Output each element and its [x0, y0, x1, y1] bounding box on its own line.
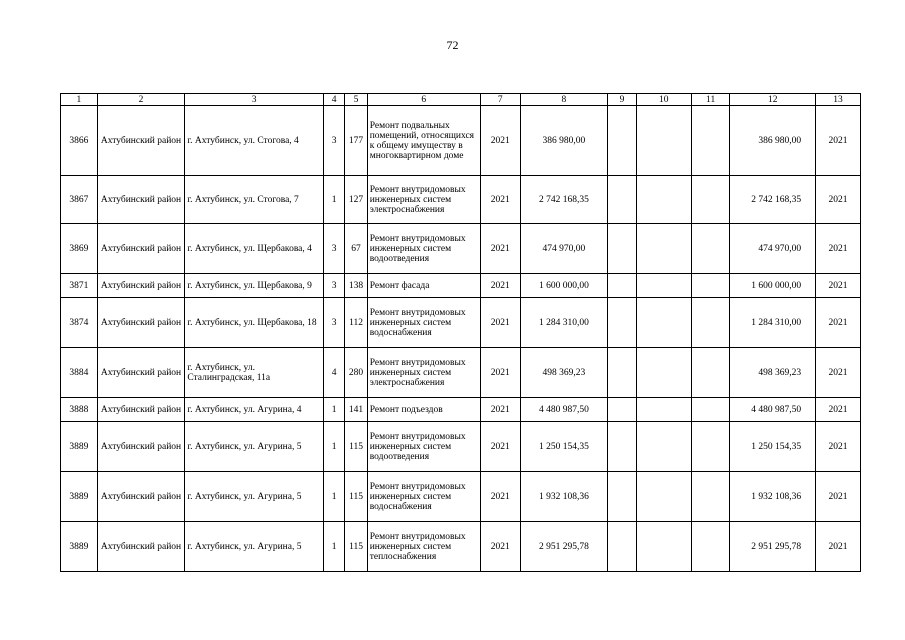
- work-type-cell: Ремонт подвальных помещений, относящихся к общему имуществу в многоквартирном доме: [367, 106, 480, 176]
- year-cell: 2021: [480, 176, 520, 224]
- empty-cell: [691, 472, 730, 522]
- empty-cell: [636, 176, 691, 224]
- header-cell: 11: [691, 94, 730, 106]
- district-cell: Ахтубинский район: [97, 472, 185, 522]
- empty-cell: [691, 274, 730, 298]
- empty-cell: [636, 274, 691, 298]
- empty-cell: [608, 274, 637, 298]
- table-row: [61, 224, 861, 274]
- floors-cell: 3: [323, 298, 344, 348]
- row-number-cell: 3889: [61, 522, 98, 572]
- table-body: [61, 106, 861, 572]
- apartments-cell: 115: [345, 522, 367, 572]
- table-row: [61, 522, 861, 572]
- row-number-cell: 3889: [61, 422, 98, 472]
- work-type-cell: Ремонт внутридомовых инженерных систем водоснабжения: [367, 298, 480, 348]
- address-cell: г. Ахтубинск, ул. Агурина, 5: [185, 422, 324, 472]
- empty-cell: [608, 422, 637, 472]
- empty-cell: [608, 298, 637, 348]
- year-cell: 2021: [480, 422, 520, 472]
- apartments-cell: 115: [345, 472, 367, 522]
- year-cell: 2021: [480, 298, 520, 348]
- row-number-cell: 3884: [61, 348, 98, 398]
- empty-cell: [691, 106, 730, 176]
- header-cell: 1: [61, 94, 98, 106]
- header-cell: 8: [520, 94, 608, 106]
- empty-cell: [636, 398, 691, 422]
- floors-cell: 1: [323, 176, 344, 224]
- table-row: [61, 398, 861, 422]
- address-cell: г. Ахтубинск, ул. Щербакова, 9: [185, 274, 324, 298]
- empty-cell: [691, 348, 730, 398]
- district-cell: Ахтубинский район: [97, 298, 185, 348]
- empty-cell: [691, 422, 730, 472]
- work-type-cell: Ремонт подъездов: [367, 398, 480, 422]
- total-cost-cell: 1 284 310,00: [730, 298, 816, 348]
- floors-cell: 1: [323, 398, 344, 422]
- empty-cell: [636, 348, 691, 398]
- empty-cell: [636, 522, 691, 572]
- table-row: [61, 472, 861, 522]
- total-cost-cell: 2 742 168,35: [730, 176, 816, 224]
- row-number-cell: 3867: [61, 176, 98, 224]
- floors-cell: 3: [323, 224, 344, 274]
- address-cell: г. Ахтубинск, ул. Агурина, 4: [185, 398, 324, 422]
- header-cell: 6: [367, 94, 480, 106]
- start-year-cell: 2021: [816, 298, 861, 348]
- empty-cell: [608, 472, 637, 522]
- header-cell: 12: [730, 94, 816, 106]
- district-cell: Ахтубинский район: [97, 398, 185, 422]
- table-row: [61, 348, 861, 398]
- floors-cell: 1: [323, 522, 344, 572]
- cost-cell: 1 600 000,00: [520, 274, 608, 298]
- address-cell: г. Ахтубинск, ул. Агурина, 5: [185, 472, 324, 522]
- apartments-cell: 138: [345, 274, 367, 298]
- empty-cell: [608, 522, 637, 572]
- empty-cell: [691, 176, 730, 224]
- start-year-cell: 2021: [816, 106, 861, 176]
- total-cost-cell: 386 980,00: [730, 106, 816, 176]
- empty-cell: [636, 106, 691, 176]
- address-cell: г. Ахтубинск, ул. Стогова, 7: [185, 176, 324, 224]
- year-cell: 2021: [480, 274, 520, 298]
- empty-cell: [636, 472, 691, 522]
- row-number-cell: 3888: [61, 398, 98, 422]
- district-cell: Ахтубинский район: [97, 224, 185, 274]
- year-cell: 2021: [480, 522, 520, 572]
- row-number-cell: 3866: [61, 106, 98, 176]
- header-cell: 7: [480, 94, 520, 106]
- header-cell: 4: [323, 94, 344, 106]
- work-type-cell: Ремонт внутридомовых инженерных систем водоотведения: [367, 224, 480, 274]
- district-cell: Ахтубинский район: [97, 106, 185, 176]
- table-row: [61, 422, 861, 472]
- address-cell: г. Ахтубинск, ул. Сталинградская, 11а: [185, 348, 324, 398]
- start-year-cell: 2021: [816, 522, 861, 572]
- start-year-cell: 2021: [816, 422, 861, 472]
- empty-cell: [636, 422, 691, 472]
- table-row: [61, 106, 861, 176]
- header-cell: 9: [608, 94, 637, 106]
- cost-cell: 4 480 987,50: [520, 398, 608, 422]
- empty-cell: [691, 298, 730, 348]
- work-type-cell: Ремонт фасада: [367, 274, 480, 298]
- total-cost-cell: 2 951 295,78: [730, 522, 816, 572]
- row-number-cell: 3869: [61, 224, 98, 274]
- header-cell: 10: [636, 94, 691, 106]
- start-year-cell: 2021: [816, 472, 861, 522]
- year-cell: 2021: [480, 398, 520, 422]
- apartments-cell: 112: [345, 298, 367, 348]
- row-number-cell: 3871: [61, 274, 98, 298]
- table-header-row: [61, 94, 861, 106]
- empty-cell: [636, 224, 691, 274]
- cost-cell: 498 369,23: [520, 348, 608, 398]
- address-cell: г. Ахтубинск, ул. Щербакова, 4: [185, 224, 324, 274]
- cost-cell: 2 951 295,78: [520, 522, 608, 572]
- cost-cell: 2 742 168,35: [520, 176, 608, 224]
- address-cell: г. Ахтубинск, ул. Стогова, 4: [185, 106, 324, 176]
- district-cell: Ахтубинский район: [97, 348, 185, 398]
- empty-cell: [608, 398, 637, 422]
- header-cell: 2: [97, 94, 185, 106]
- floors-cell: 1: [323, 422, 344, 472]
- start-year-cell: 2021: [816, 398, 861, 422]
- cost-cell: 474 970,00: [520, 224, 608, 274]
- start-year-cell: 2021: [816, 274, 861, 298]
- year-cell: 2021: [480, 224, 520, 274]
- apartments-cell: 115: [345, 422, 367, 472]
- work-type-cell: Ремонт внутридомовых инженерных систем водоотведения: [367, 422, 480, 472]
- district-cell: Ахтубинский район: [97, 422, 185, 472]
- header-cell: 13: [816, 94, 861, 106]
- floors-cell: 3: [323, 274, 344, 298]
- apartments-cell: 177: [345, 106, 367, 176]
- work-type-cell: Ремонт внутридомовых инженерных систем водоснабжения: [367, 472, 480, 522]
- empty-cell: [608, 348, 637, 398]
- cost-cell: 1 284 310,00: [520, 298, 608, 348]
- apartments-cell: 280: [345, 348, 367, 398]
- start-year-cell: 2021: [816, 176, 861, 224]
- total-cost-cell: 1 250 154,35: [730, 422, 816, 472]
- repair-registry-table: [60, 93, 861, 572]
- empty-cell: [691, 224, 730, 274]
- row-number-cell: 3874: [61, 298, 98, 348]
- row-number-cell: 3889: [61, 472, 98, 522]
- district-cell: Ахтубинский район: [97, 176, 185, 224]
- work-type-cell: Ремонт внутридомовых инженерных систем теплоснабжения: [367, 522, 480, 572]
- total-cost-cell: 1 600 000,00: [730, 274, 816, 298]
- empty-cell: [691, 522, 730, 572]
- year-cell: 2021: [480, 348, 520, 398]
- apartments-cell: 67: [345, 224, 367, 274]
- cost-cell: 386 980,00: [520, 106, 608, 176]
- floors-cell: 3: [323, 106, 344, 176]
- empty-cell: [691, 398, 730, 422]
- year-cell: 2021: [480, 106, 520, 176]
- empty-cell: [608, 224, 637, 274]
- table-row: [61, 298, 861, 348]
- apartments-cell: 141: [345, 398, 367, 422]
- year-cell: 2021: [480, 472, 520, 522]
- total-cost-cell: 1 932 108,36: [730, 472, 816, 522]
- start-year-cell: 2021: [816, 224, 861, 274]
- empty-cell: [636, 298, 691, 348]
- header-cell: 3: [185, 94, 324, 106]
- total-cost-cell: 498 369,23: [730, 348, 816, 398]
- total-cost-cell: 474 970,00: [730, 224, 816, 274]
- empty-cell: [608, 106, 637, 176]
- header-cell: 5: [345, 94, 367, 106]
- floors-cell: 1: [323, 472, 344, 522]
- work-type-cell: Ремонт внутридомовых инженерных систем электроснабжения: [367, 176, 480, 224]
- total-cost-cell: 4 480 987,50: [730, 398, 816, 422]
- address-cell: г. Ахтубинск, ул. Щербакова, 18: [185, 298, 324, 348]
- address-cell: г. Ахтубинск, ул. Агурина, 5: [185, 522, 324, 572]
- cost-cell: 1 250 154,35: [520, 422, 608, 472]
- table-row: [61, 274, 861, 298]
- start-year-cell: 2021: [816, 348, 861, 398]
- page-number: 72: [446, 38, 459, 52]
- apartments-cell: 127: [345, 176, 367, 224]
- district-cell: Ахтубинский район: [97, 522, 185, 572]
- floors-cell: 4: [323, 348, 344, 398]
- empty-cell: [608, 176, 637, 224]
- district-cell: Ахтубинский район: [97, 274, 185, 298]
- cost-cell: 1 932 108,36: [520, 472, 608, 522]
- table-row: [61, 176, 861, 224]
- work-type-cell: Ремонт внутридомовых инженерных систем электроснабжения: [367, 348, 480, 398]
